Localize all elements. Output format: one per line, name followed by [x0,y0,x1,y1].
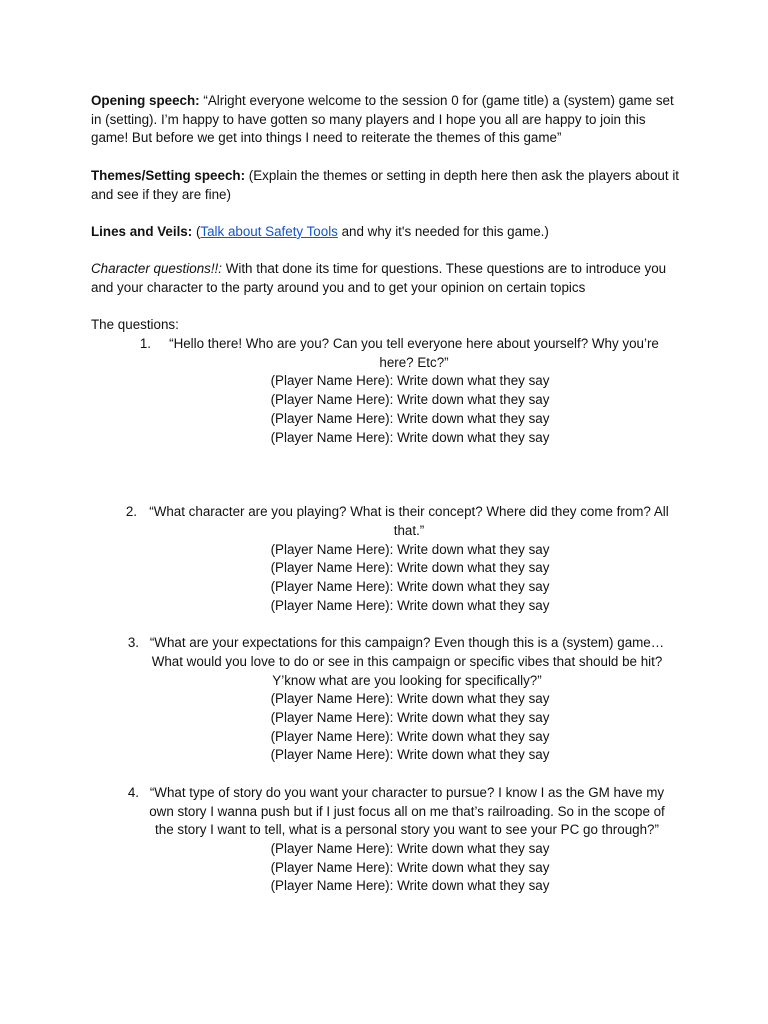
answer-line: (Player Name Here): Write down what they say [270,373,550,389]
lines-post: and why it's needed for this game.) [337,223,549,239]
answer-line: (Player Name Here): Write down what they say [270,710,550,726]
answer-line: (Player Name Here): Write down what they say [270,597,550,613]
question-item [91,784,681,896]
themes-text: (Explain the themes or setting in depth here then ask the players about it and see if they are fine) [91,167,680,202]
answer-line: (Player Name Here): Write down what they say [270,840,550,856]
answer-line: (Player Name Here): Write down what they say [270,429,550,445]
themes-paragraph [91,167,681,204]
answer-line: (Player Name Here): Write down what they say [270,541,550,557]
answer-line: (Player Name Here): Write down what they say [270,878,550,894]
question-text: “Hello there! Who are you? Can you tell everyone here about yourself? Why you’re here? Etc?” [169,336,659,370]
character-label: Character questions!!: [91,261,222,277]
question-item [91,634,681,765]
opening-paragraph [91,92,681,148]
question-number: 2. [125,504,137,520]
answer-line: (Player Name Here): Write down what they say [270,579,550,595]
question-number: 3. [127,635,139,651]
themes-label: Themes/Setting speech: [91,167,246,183]
character-text: With that done its time for questions. These questions are to introduce you and your character to the party around you and to get your opinion on certain topics [91,261,667,295]
safety-tools-link[interactable]: Talk about Safety Tools [200,223,338,239]
question-text: “What type of story do you want your character to pursue? I know I as the GM have my own story I wanna push but if I just focus all on me that’s railroading. So in the scope of the story I want to tell, what is a personal story you want to see your PC go through?” [149,784,665,838]
question-item [91,335,681,447]
answer-line: (Player Name Here): Write down what they say [270,392,550,408]
opening-text: “Alright everyone welcome to the session 0 for (game title) a (system) game set in (setting). I’m happy to have gotten so many players and I hope you all are happy to join this game! But before we get into things I need to reiterate the themes of this game” [91,93,674,146]
answer-line: (Player Name Here): Write down what they say [270,747,550,763]
opening-label: Opening speech: [91,93,200,108]
lines-label: Lines and Veils: [91,223,193,239]
questions-list [91,335,681,896]
character-paragraph [91,260,681,297]
document-page [91,92,681,896]
question-text: “What character are you playing? What is their concept? Where did they come from? All that.” [149,504,669,538]
lines-pre: ( [192,223,201,239]
answer-line: (Player Name Here): Write down what they say [270,691,550,707]
questions-heading: The questions: [91,317,179,333]
lines-paragraph [91,223,681,242]
question-item [91,503,681,615]
question-number: 4. [127,784,139,800]
answer-line: (Player Name Here): Write down what they say [270,410,550,426]
answer-line: (Player Name Here): Write down what they say [270,728,550,744]
question-number: 1. [139,336,151,352]
question-text: “What are your expectations for this campaign? Even though this is a (system) game… What would you love to do or see in this campaign or specific vibes that should be hit? Y’know what are you looking for specifically?” [149,635,665,688]
answer-line: (Player Name Here): Write down what they say [270,560,550,576]
answer-line: (Player Name Here): Write down what they say [270,859,550,875]
